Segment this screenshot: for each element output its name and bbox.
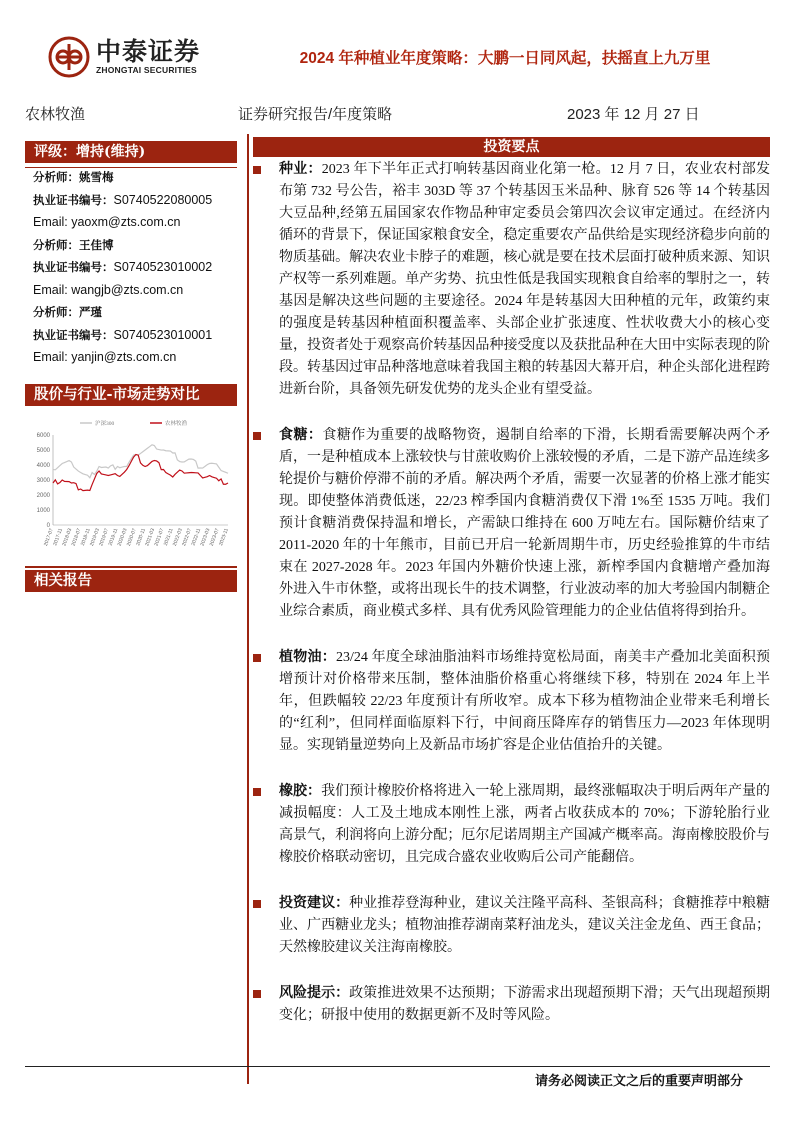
cert-label: 执业证书编号： bbox=[33, 192, 114, 207]
x-tick-label: 2022-03 bbox=[171, 527, 184, 547]
y-tick-label: 2000 bbox=[36, 493, 50, 499]
section-label: 种业： bbox=[279, 162, 322, 177]
legend-label: 农林牧渔 bbox=[165, 421, 188, 427]
x-tick-label: 2020-03 bbox=[116, 527, 129, 547]
column-divider bbox=[247, 134, 249, 1084]
section-label: 投资建议： bbox=[279, 896, 350, 911]
email-link[interactable]: yanjin@zts.com.cn bbox=[71, 350, 177, 364]
section-text: 2023 年下半年正式打响转基因商业化第一枪。12 月 7 日，农业农村部发布第 732 号公告，裕丰 303D 等 37 个转基因玉米品种、脉育 526 等 14 个转基因大豆品种,经第五届国家农作物品种审定委员会第四次会议审定通过。在经济内循环的背景下，保证国家粮食安全，稳定重要农产品供给是实现经济稳步向前的物质基础。解决农业卡脖子的难题，核心就是要在技术层面打破种质来源、知识产权等一系列难题。单产劣势、抗虫性低是我国实现粮食自给率的掣肘之一，转基因是解决这些问题的主要途径。2024 年是转基因大田种植的元年，政策约束的强度是转基因种植面积覆盖率、头部企业扩张速度、性状收费大小的核心变量，投资者处于观察高价转基因品种接受度以及获批品种在大田中实际表现的阶段。转基因过审品种落地意味着我国主粮的转基因大幕开启，种企头部化进程跨进新台阶，具备领先研发优势的龙头企业有望受益。 bbox=[279, 162, 771, 397]
y-tick-label: 1000 bbox=[36, 508, 50, 514]
analyst-email bbox=[33, 283, 243, 298]
cert-value: S0740523010002 bbox=[113, 260, 213, 274]
bullet-icon bbox=[253, 990, 261, 998]
key-point-section bbox=[253, 781, 770, 869]
analyst-name bbox=[33, 238, 243, 253]
analyst-email bbox=[33, 215, 243, 230]
section-text: 我们预计橡胶价格将进入一轮上涨周期，最终涨幅取决于明后两年产量的减损幅度：人工及土地成本刚性上涨，两者占收获成本的 70%；下游轮胎行业高景气，利润将向上游分配；厄尔尼诺周期主产国减产概率高。海南橡胶股价与橡胶价格联动密切，且完成合盛农业收购后公司产能翻倍。 bbox=[279, 784, 771, 865]
cert-value: S0740522080005 bbox=[113, 192, 213, 207]
logo-en-text: ZHONGTAI SECURITIES bbox=[96, 65, 197, 75]
y-tick-label: 6000 bbox=[36, 433, 50, 439]
analyst-name-value: 姚雪梅 bbox=[79, 170, 114, 184]
industry-label: 农林牧渔 bbox=[25, 106, 86, 123]
bullet-icon bbox=[253, 788, 261, 796]
email-link[interactable]: wangjb@zts.com.cn bbox=[71, 282, 184, 297]
section-label: 风险提示： bbox=[279, 986, 350, 1001]
section-text: 23/24 年度全球油脂油料市场维持宽松局面，南美丰产叠加北美面积预增预计对价格带来压制，整体油脂价格重心将继续下移，特别在 2024 年上半年，但跌幅较 22/23 年度预计有所收窄。成本下移为植物油企业带来毛利增长的“红利”，但同样面临原料下行，中间商压降库存的销售压力—2023 年体现明显。实现销量逆势向上及新品市场扩容是企业估值抬升的关键。 bbox=[279, 650, 770, 753]
analyst-cert bbox=[33, 260, 243, 275]
cert-value: S0740523010001 bbox=[113, 327, 213, 342]
section-text: 食糖作为重要的战略物资，遏制自给率的下滑，长期看需要解决两个矛盾，一是种植成本上涨较快与甘蔗收购价上涨较慢的矛盾，二是下游产品连续多轮提价与糖价停滞不前的矛盾。解决两个矛盾，需要一次显著的价格上涨才能实现。即使整体消费低迷，22/23 榨季国内食糖消费仅下滑 1%至 1535 万吨。我们预计食糖消费保持温和增长，产需缺口维持在 600 万吨左右。国际糖价结束了 2011-2020 年的十年熊市，目前已开启一轮新周期牛市，历史经验推算的牛市结束在 2027-2028 年。2023 年国内外糖价快速上涨，新榨季国内食糖增产叠加海外进入牛市休整，或将出现长牛的技术调整，行业波动率的加大考验国内制糖企业综合素质，商业模式多样、具有优秀风险管理能力的企业估值将得到抬升。 bbox=[279, 428, 771, 619]
analyst-cert bbox=[33, 193, 243, 208]
analyst-name bbox=[33, 170, 243, 185]
analyst-name bbox=[33, 305, 243, 320]
rating-bar: 评级：增持(维持) bbox=[25, 141, 237, 163]
x-tick-label: 2018-11 bbox=[79, 527, 92, 547]
report-date: 2023 年 12 月 27 日 bbox=[567, 106, 700, 123]
x-tick-label: 2017-07 bbox=[42, 527, 55, 547]
x-tick-label: 2018-07 bbox=[70, 527, 83, 547]
section-text: 政策推进效果不达预期；下游需求出现超预期下滑；天气出现超预期变化；研报中使用的数据更新不及时等风险。 bbox=[279, 986, 771, 1023]
x-tick-label: 2022-07 bbox=[181, 527, 194, 547]
divider bbox=[25, 566, 237, 568]
y-tick-label: 4000 bbox=[36, 463, 50, 469]
x-tick-label: 2021-11 bbox=[162, 527, 175, 547]
key-point-section bbox=[253, 425, 770, 623]
series-line-industry bbox=[53, 455, 228, 491]
email-label: Email: bbox=[33, 350, 68, 364]
footer-divider bbox=[25, 1066, 770, 1067]
email-label: Email: bbox=[33, 282, 68, 297]
price-trend-chart bbox=[25, 415, 240, 565]
bullet-icon bbox=[253, 654, 261, 662]
key-point-section bbox=[253, 159, 770, 401]
y-tick-label: 3000 bbox=[36, 478, 50, 484]
key-point-section bbox=[253, 647, 770, 757]
report-title: 2024 年种植业年度策略：大鹏一日同风起，扶摇直上九万里 bbox=[299, 50, 711, 67]
email-link[interactable]: yaoxm@zts.com.cn bbox=[71, 215, 181, 229]
legend-label: 沪深300 bbox=[95, 421, 115, 427]
chart-title-bar: 股价与行业-市场走势对比 bbox=[25, 384, 237, 406]
related-reports-bar: 相关报告 bbox=[25, 570, 237, 592]
analyst-label: 分析师： bbox=[33, 237, 79, 252]
cert-label: 执业证书编号： bbox=[33, 260, 114, 274]
y-tick-label: 0 bbox=[46, 523, 50, 529]
logo-cn-text: 中泰证券 bbox=[96, 38, 201, 66]
bullet-icon bbox=[253, 900, 261, 908]
footer-notice: 请务必阅读正文之后的重要声明部分 bbox=[534, 1073, 743, 1088]
analyst-list bbox=[33, 170, 243, 373]
x-tick-label: 2018-03 bbox=[61, 527, 74, 547]
section-label: 食糖： bbox=[279, 428, 323, 443]
bullet-icon bbox=[253, 432, 261, 440]
divider bbox=[25, 167, 237, 168]
cert-label: 执业证书编号： bbox=[33, 327, 114, 342]
x-tick-label: 2019-03 bbox=[89, 527, 101, 547]
x-tick-label: 2023-03 bbox=[199, 527, 212, 547]
section-label: 植物油： bbox=[279, 650, 336, 665]
x-tick-label: 2019-07 bbox=[98, 527, 111, 547]
report-type: 证券研究报告/年度策略 bbox=[238, 106, 393, 123]
x-tick-label: 2020-07 bbox=[125, 527, 138, 547]
analyst-cert bbox=[33, 328, 243, 343]
x-tick-label: 2017-11 bbox=[52, 527, 65, 547]
x-tick-label: 2021-07 bbox=[153, 527, 166, 547]
section-text: 种业推荐登海种业，建议关注隆平高科、荃银高科；食糖推荐中粮糖业、广西糖业龙头；植物油推荐湖南菜籽油龙头，建议关注金龙鱼、西王食品；天然橡胶建议关注海南橡胶。 bbox=[279, 896, 771, 955]
x-tick-label: 2022-11 bbox=[190, 527, 203, 547]
key-points-list bbox=[253, 159, 770, 1027]
key-point-section bbox=[253, 893, 770, 959]
analyst-label: 分析师： bbox=[33, 305, 79, 319]
section-label: 橡胶： bbox=[279, 784, 322, 799]
x-tick-label: 2023-07 bbox=[208, 527, 221, 547]
email-label: Email: bbox=[33, 215, 68, 229]
analyst-label: 分析师： bbox=[33, 170, 79, 184]
analyst-name-value: 王佳博 bbox=[79, 237, 114, 252]
key-points-bar: 投资要点 bbox=[253, 137, 770, 157]
bullet-icon bbox=[253, 166, 261, 174]
x-tick-label: 2019-11 bbox=[107, 527, 120, 547]
x-tick-label: 2020-11 bbox=[135, 527, 147, 547]
x-tick-label: 2021-03 bbox=[144, 527, 157, 547]
analyst-email bbox=[33, 350, 243, 365]
analyst-name-value: 严瑾 bbox=[79, 305, 102, 319]
y-tick-label: 5000 bbox=[36, 448, 50, 454]
key-point-section bbox=[253, 983, 770, 1027]
x-tick-label: 2023-11 bbox=[218, 527, 230, 547]
zhongtai-logo-icon bbox=[48, 36, 90, 78]
company-logo bbox=[48, 36, 200, 78]
